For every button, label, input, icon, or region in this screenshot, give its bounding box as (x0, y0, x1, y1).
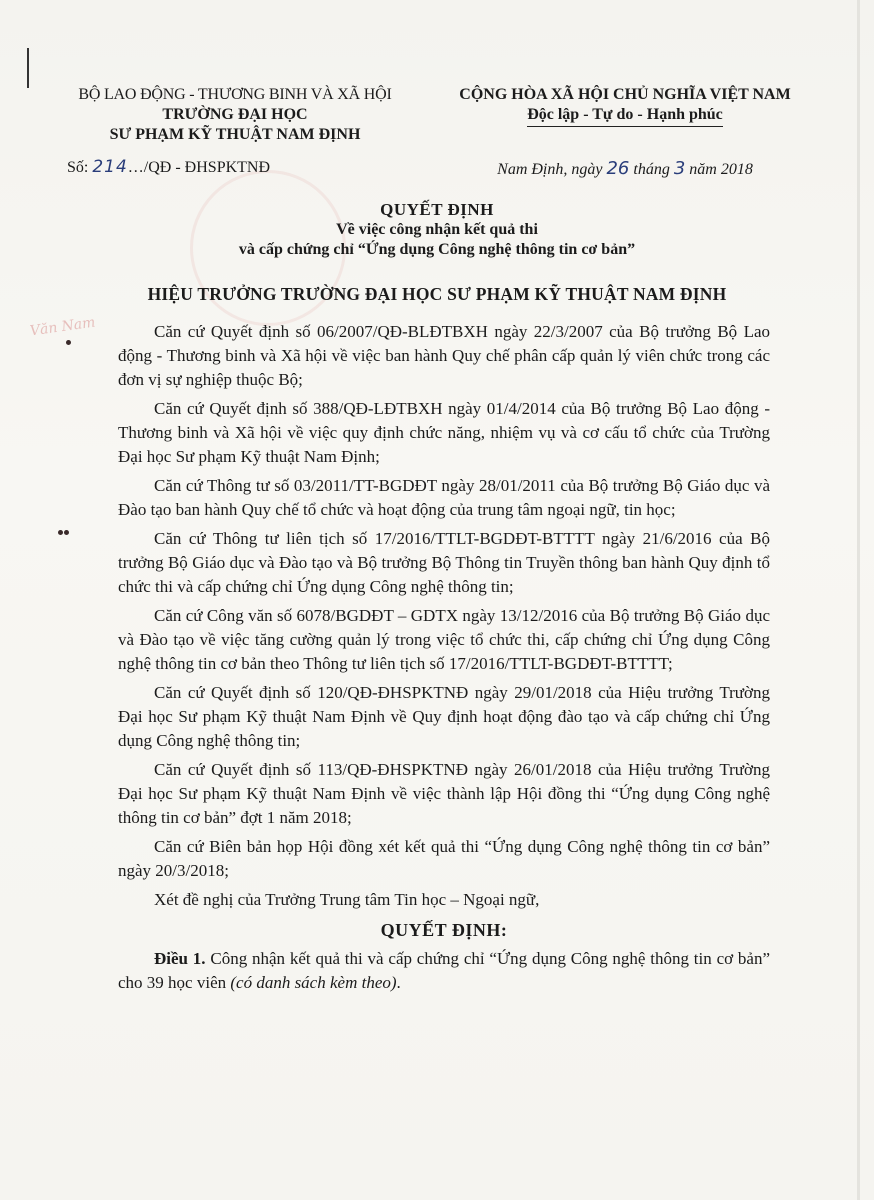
proposal-line: Xét đề nghị của Trưởng Trung tâm Tin học – Ngoại ngữ, (154, 890, 540, 909)
national-heading (440, 85, 810, 180)
legal-basis-3: Căn cứ Thông tư số 03/2011/TT-BGDĐT ngày 28/01/2011 của Bộ trưởng Bộ Giáo dục và Đào tạo ban hành Quy chế tổ chức và hoạt động của trung tâm ngoại ngữ, tin học; (118, 476, 770, 519)
decision-number (55, 157, 415, 178)
signature-bleedthrough: Văn Nam (28, 314, 97, 340)
decision-number-prefix: Số: (67, 159, 89, 176)
legal-basis-4: Căn cứ Thông tư liên tịch số 17/2016/TTLT-BGDĐT-BTTTT ngày 21/6/2016 của Bộ trưởng Bộ Giáo dục và Đào tạo và Bộ trưởng Bộ Thông tin Truyền thông ban hành Quy định tổ chức thi và cấp chứng chỉ Ứng dụng Công nghệ thông tin; (118, 529, 770, 596)
title-main: QUYẾT ĐỊNH (380, 200, 494, 219)
issue-date (440, 159, 810, 180)
ink-spot (58, 530, 63, 535)
ministry-name: BỘ LAO ĐỘNG - THƯƠNG BINH VÀ XÃ HỘI (78, 86, 392, 103)
legal-basis-5: Căn cứ Công văn số 6078/BGDĐT – GDTX ngày 13/12/2016 của Bộ trưởng Bộ Giáo dục và Đào tạo về việc tăng cường quản lý trong việc tổ chức thi, cấp chứng chỉ Ứng dụng Công nghệ thông tin cơ bản theo Thông tư liên tịch số 17/2016/TTLT-BGDĐT-BTTTT; (118, 606, 770, 673)
date-year: năm 2018 (689, 161, 753, 178)
title-subject-line2: và cấp chứng chỉ “Ứng dụng Công nghệ thông tin cơ bản” (238, 241, 636, 258)
article-1-end: . (396, 973, 401, 992)
issuer-block (55, 85, 415, 178)
scan-edge-mark (27, 48, 29, 88)
date-month-label: tháng (633, 161, 670, 178)
title-subject-line1: Về việc công nhận kết quả thi (336, 221, 538, 238)
date-day-handwritten: 26 (606, 158, 630, 179)
legal-basis-1: Căn cứ Quyết định số 06/2007/QĐ-BLĐTBXH ngày 22/3/2007 của Bộ trưởng Bộ Lao động - Thương binh và Xã hội về việc ban hành Quy chế phân cấp quản lý viên chức trong các đơn vị sự nghiệp thuộc Bộ; (118, 322, 770, 389)
article-1 (118, 947, 770, 995)
decides-heading: QUYẾT ĐỊNH: (380, 920, 508, 940)
decision-number-handwritten: 214 (92, 157, 128, 177)
article-1-label: Điều 1. (154, 949, 206, 968)
ink-spot (66, 340, 71, 345)
date-month-handwritten: 3 (673, 158, 686, 179)
legal-basis-8: Căn cứ Biên bản họp Hội đồng xét kết quả thi “Ứng dụng Công nghệ thông tin cơ bản” ngày 20/3/2018; (118, 837, 770, 880)
issuing-authority: HIỆU TRƯỞNG TRƯỜNG ĐẠI HỌC SƯ PHẠM KỸ THUẬT NAM ĐỊNH (147, 284, 727, 304)
republic-name: CỘNG HÒA XÃ HỘI CHỦ NGHĨA VIỆT NAM (459, 86, 791, 103)
decision-title (0, 200, 874, 260)
ink-spot (64, 530, 69, 535)
document-body (118, 320, 770, 1000)
article-1-note: (có danh sách kèm theo) (230, 973, 397, 992)
legal-basis-6: Căn cứ Quyết định số 120/QĐ-ĐHSPKTNĐ ngày 29/01/2018 của Hiệu trưởng Trường Đại học Sư phạm Kỹ thuật Nam Định về Quy định hoạt động đào tạo và cấp chứng chỉ Ứng dụng Công nghệ thông tin; (118, 683, 770, 750)
legal-basis-7: Căn cứ Quyết định số 113/QĐ-ĐHSPKTNĐ ngày 26/01/2018 của Hiệu trưởng Trường Đại học Sư phạm Kỹ thuật Nam Định về việc thành lập Hội đồng thi “Ứng dụng Công nghệ thông tin cơ bản” đợt 1 năm 2018; (118, 760, 770, 827)
date-prefix: Nam Định, ngày (497, 161, 603, 178)
decision-number-suffix: …/QĐ - ĐHSPKTNĐ (127, 159, 271, 176)
article-1-text: Công nhận kết quả thi và cấp chứng chỉ “Ứng dụng Công nghệ thông tin cơ bản” cho 39 học viên (118, 949, 770, 992)
school-name-line1: TRƯỜNG ĐẠI HỌC (162, 106, 308, 123)
national-motto: Độc lập - Tự do - Hạnh phúc (527, 105, 723, 127)
scan-right-edge (857, 0, 860, 1200)
school-name-line2: SƯ PHẠM KỸ THUẬT NAM ĐỊNH (109, 126, 361, 143)
legal-basis-2: Căn cứ Quyết định số 388/QĐ-LĐTBXH ngày 01/4/2014 của Bộ trưởng Bộ Lao động - Thương binh và Xã hội về việc quy định chức năng, nhiệm vụ và cơ cấu tổ chức của Trường Đại học Sư phạm Kỹ thuật Nam Định; (118, 399, 770, 466)
